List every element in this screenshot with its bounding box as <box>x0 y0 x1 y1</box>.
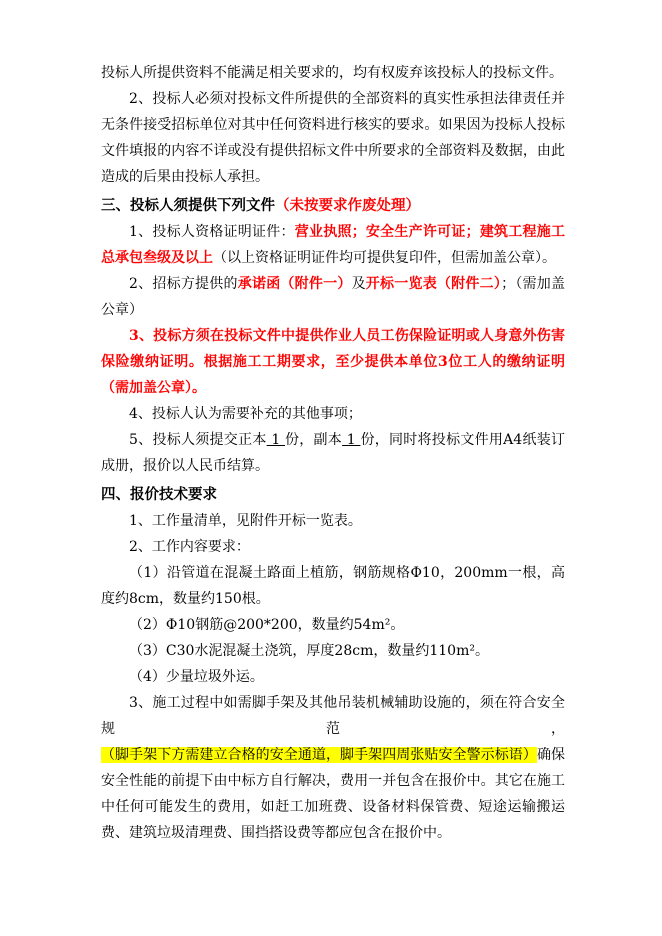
item-5-text-3: 份，同时将投标文件用A4纸装订成册，报价以人民币结算。 <box>101 432 565 474</box>
section-3-title-note: （未按要求作废处理） <box>275 197 420 214</box>
section-3-item-5 <box>101 427 565 479</box>
item-3-suffix: 确保安全性能的前提下由中标方自行解决，费用一并包含在报价中。其它在施工中任何可能发生的费用，如赶工加班费、设备材料保管费、短途运输搬运费、建筑垃圾清理费、围挡搭设费等都应包含在报价中。 <box>101 747 565 841</box>
section-4-item-2: 2、工作内容要求： <box>129 539 250 555</box>
section-3-title: 三、投标人须提供下列文件 <box>101 197 275 214</box>
section-4-sub-2: （2）Φ10钢筋@200*200，数量约54m²。 <box>129 617 405 633</box>
item-2-prefix: 2、招标方提供的 <box>129 276 238 292</box>
original-copy-count: 1 <box>266 432 285 448</box>
section-4-item-1: 1、工作量清单，见附件开标一览表。 <box>129 513 362 529</box>
section-4-heading: 四、报价技术要求 <box>101 486 217 503</box>
section-3-heading <box>101 192 565 219</box>
paragraph-item-2: 2、投标人必须对投标文件所提供的全部资料的真实性承担法律责任并无条件接受招标单位对其中任何资料进行核实的要求。如果因为投标人投标文件填报的内容不详或没有提供招标文件中所要求的全部资料及数据，由此造成的后果由投标人承担。 <box>101 91 565 185</box>
section-4-sub-4: （4）少量垃圾外运。 <box>129 669 264 685</box>
item-5-text-2: 份，副本 <box>284 432 343 448</box>
duplicate-copy-count: 1 <box>342 432 361 448</box>
section-4-sub-1: （1）沿管道在混凝土路面上植筋，钢筋规格Φ10，200mm一根，高度约8cm，数量约150根。 <box>101 565 565 607</box>
section-4-sub-3: （3）C30水泥混凝土浇筑，厚度28cm，数量约110m²。 <box>129 643 489 659</box>
item-2-doc-commitment-letter: 承诺函（附件一） <box>237 276 352 292</box>
section-4-item-3 <box>101 690 565 846</box>
section-3-item-4: 4、投标人认为需要补充的其他事项； <box>129 406 362 422</box>
scaffold-safety-highlight: （脚手架下方需建立合格的安全通道，脚手架四周张贴安全警示标语） <box>101 747 537 763</box>
item-1-suffix: （以上资格证明证件均可提供复印件，但需加盖公章）。 <box>213 250 556 266</box>
section-3-item-2 <box>101 271 565 323</box>
item-2-and: 及 <box>351 276 366 292</box>
paragraph-intro-tail: 投标人所提供资料不能满足相关要求的，均有权废弃该投标人的投标文件。 <box>101 65 563 81</box>
section-3-item-3: 3、投标方须在投标文件中提供作业人员工伤保险证明或人身意外伤害保险缴纳证明。根据施工工期要求，至少提供本单位3位工人的缴纳证明（需加盖公章）。 <box>101 328 565 396</box>
section-3-item-1 <box>101 219 565 271</box>
item-1-required-certs: 营业执照；安全生产许可证；建筑工程施工总承包叁级及以上 <box>101 224 565 266</box>
item-3-prefix: 3、施工过程中如需脚手架及其他吊装机械辅助设施的，须在符合安全规范， <box>101 695 565 737</box>
item-2-suffix: ；（需加盖公章） <box>101 276 566 318</box>
item-1-prefix: 1、投标人资格证明证件： <box>129 224 295 240</box>
item-5-text-1: 5、投标人须提交正本 <box>129 432 267 448</box>
item-2-doc-bid-opening-sheet: 开标一览表（附件二） <box>365 276 502 292</box>
